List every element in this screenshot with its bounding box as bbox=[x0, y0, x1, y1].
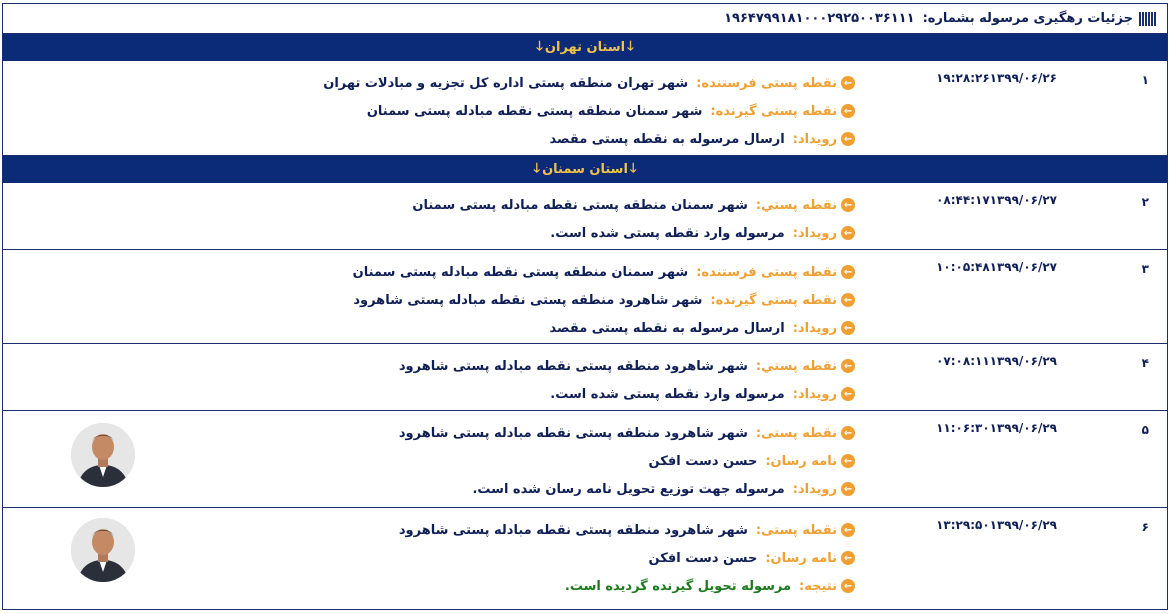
row-datetime: ۱۱:۰۶:۳۰۱۳۹۹/۰۶/۲۹ bbox=[936, 421, 1057, 435]
detail-line bbox=[412, 191, 855, 219]
detail-line bbox=[353, 286, 855, 314]
arrow-circle-icon: ← bbox=[841, 226, 855, 240]
detail-line bbox=[399, 572, 855, 600]
detail-value: شهر شاهرود منطقه پستی نقطه مبادله پستی شاهرود bbox=[398, 358, 748, 374]
detail-label: نتیجه: bbox=[799, 578, 837, 594]
row-index: ۵ bbox=[1141, 423, 1149, 437]
title-bar bbox=[3, 4, 1167, 34]
detail-label: نقطه پستی فرستنده: bbox=[696, 75, 837, 91]
detail-value: شهر شاهرود منطقه پستی نقطه مبادله پستی شاهرود bbox=[353, 292, 703, 308]
arrow-circle-icon: ← bbox=[841, 426, 855, 440]
detail-value: مرسوله وارد نقطه پستی شده است. bbox=[550, 386, 785, 402]
detail-label: رویداد: bbox=[792, 320, 837, 336]
arrow-circle-icon: ← bbox=[841, 579, 855, 593]
detail-label: نقطه پستی: bbox=[755, 425, 837, 441]
arrow-circle-icon: ← bbox=[841, 198, 855, 212]
province-header-tehran bbox=[3, 34, 1167, 61]
detail-label: رویداد: bbox=[792, 225, 837, 241]
row-datetime: ۱۰:۰۵:۴۸۱۳۹۹/۰۶/۲۷ bbox=[936, 260, 1057, 274]
province-name: استان تهران bbox=[544, 40, 626, 55]
arrow-down-icon: 🡓 bbox=[627, 38, 634, 54]
detail-value: شهر سمنان منطقه پستی نقطه مبادله پستی سمنان bbox=[366, 103, 703, 119]
detail-value: شهر سمنان منطقه پستی نقطه مبادله پستی سمنان bbox=[352, 264, 689, 280]
detail-label: نقطه پستی: bbox=[755, 522, 837, 538]
detail-label: نقطه پستي: bbox=[755, 358, 837, 374]
page-title: جزئیات رهگیری مرسوله بشماره: bbox=[922, 11, 1133, 26]
detail-label: نقطه پستی فرستنده: bbox=[696, 264, 837, 280]
detail-label: نقطه پستی گیرنده: bbox=[710, 292, 837, 308]
table-row bbox=[3, 183, 1167, 250]
detail-line bbox=[399, 352, 855, 380]
row-datetime: ۱۳:۲۹:۵۰۱۳۹۹/۰۶/۲۹ bbox=[936, 518, 1057, 532]
row-datetime: ۱۹:۲۸:۲۶۱۳۹۹/۰۶/۲۶ bbox=[936, 71, 1057, 85]
detail-value: مرسوله وارد نقطه پستی شده است. bbox=[550, 225, 785, 241]
detail-line bbox=[323, 97, 855, 125]
detail-line bbox=[412, 219, 855, 247]
detail-value: حسن دست افکن bbox=[648, 453, 758, 469]
arrow-down-icon: 🡓 bbox=[536, 38, 543, 54]
detail-line bbox=[399, 516, 855, 544]
arrow-circle-icon: ← bbox=[841, 132, 855, 146]
arrow-circle-icon: ← bbox=[841, 293, 855, 307]
detail-label: رویداد: bbox=[792, 386, 837, 402]
table-row bbox=[3, 344, 1167, 411]
tracking-number: ۱۹۶۴۷۹۹۱۸۱۰۰۰۲۹۲۵۰۰۳۶۱۱۱ bbox=[724, 11, 915, 26]
arrow-circle-icon: ← bbox=[841, 104, 855, 118]
detail-value: شهر شاهرود منطقه پستی نقطه مبادله پستی شاهرود bbox=[398, 522, 748, 538]
arrow-circle-icon: ← bbox=[841, 454, 855, 468]
detail-line bbox=[399, 447, 855, 475]
result-value: مرسوله تحویل گیرنده گردیده است. bbox=[564, 578, 792, 594]
arrow-down-icon: 🡓 bbox=[629, 160, 637, 176]
detail-label: نقطه پستي: bbox=[755, 197, 837, 213]
arrow-circle-icon: ← bbox=[841, 321, 855, 335]
person-icon bbox=[71, 518, 135, 582]
row-index: ۴ bbox=[1141, 356, 1149, 370]
table-row bbox=[3, 61, 1167, 156]
detail-line bbox=[323, 69, 855, 97]
detail-value: مرسوله جهت توزیع تحویل نامه رسان شده است. bbox=[472, 481, 785, 497]
postman-avatar bbox=[71, 423, 135, 487]
tracking-panel bbox=[2, 3, 1168, 610]
detail-label: رویداد: bbox=[792, 481, 837, 497]
province-header-semnan bbox=[3, 156, 1167, 183]
detail-value: شهر سمنان منطقه پستی نقطه مبادله پستی سمنان bbox=[412, 197, 748, 213]
arrow-circle-icon: ← bbox=[841, 523, 855, 537]
detail-line bbox=[353, 258, 855, 286]
detail-label: رویداد: bbox=[792, 131, 837, 147]
detail-value: شهر شاهرود منطقه پستی نقطه مبادله پستی شاهرود bbox=[398, 425, 748, 441]
row-datetime: ۰۸:۴۴:۱۷۱۳۹۹/۰۶/۲۷ bbox=[936, 193, 1057, 207]
row-index: ۶ bbox=[1141, 520, 1149, 534]
row-index: ۱ bbox=[1141, 73, 1149, 87]
arrow-circle-icon: ← bbox=[841, 551, 855, 565]
table-row bbox=[3, 508, 1167, 605]
detail-label: نامه رسان: bbox=[765, 453, 837, 469]
detail-line bbox=[399, 544, 855, 572]
detail-line bbox=[399, 380, 855, 408]
table-row bbox=[3, 250, 1167, 344]
row-index: ۳ bbox=[1141, 262, 1149, 276]
detail-value: ارسال مرسوله به نقطه پستی مقصد bbox=[549, 320, 785, 336]
detail-value: ارسال مرسوله به نقطه پستی مقصد bbox=[549, 131, 785, 147]
province-name: استان سمنان bbox=[542, 162, 628, 177]
detail-line bbox=[353, 314, 855, 342]
arrow-circle-icon: ← bbox=[841, 482, 855, 496]
table-row bbox=[3, 411, 1167, 508]
barcode-icon bbox=[1139, 12, 1157, 26]
arrow-circle-icon: ← bbox=[841, 265, 855, 279]
detail-line bbox=[323, 125, 855, 153]
postman-avatar bbox=[71, 518, 135, 582]
detail-line bbox=[399, 419, 855, 447]
row-datetime: ۰۷:۰۸:۱۱۱۳۹۹/۰۶/۲۹ bbox=[936, 354, 1057, 368]
arrow-circle-icon: ← bbox=[841, 387, 855, 401]
person-icon bbox=[71, 423, 135, 487]
detail-value: شهر تهران منطقه پستی اداره کل تجزیه و مبادلات تهران bbox=[323, 75, 689, 91]
detail-label: نقطه پستی گیرنده: bbox=[710, 103, 837, 119]
row-index: ۲ bbox=[1141, 195, 1149, 209]
detail-label: نامه رسان: bbox=[765, 550, 837, 566]
arrow-circle-icon: ← bbox=[841, 359, 855, 373]
detail-line bbox=[399, 475, 855, 503]
detail-value: حسن دست افکن bbox=[648, 550, 758, 566]
arrow-circle-icon: ← bbox=[841, 76, 855, 90]
arrow-down-icon: 🡓 bbox=[533, 160, 541, 176]
